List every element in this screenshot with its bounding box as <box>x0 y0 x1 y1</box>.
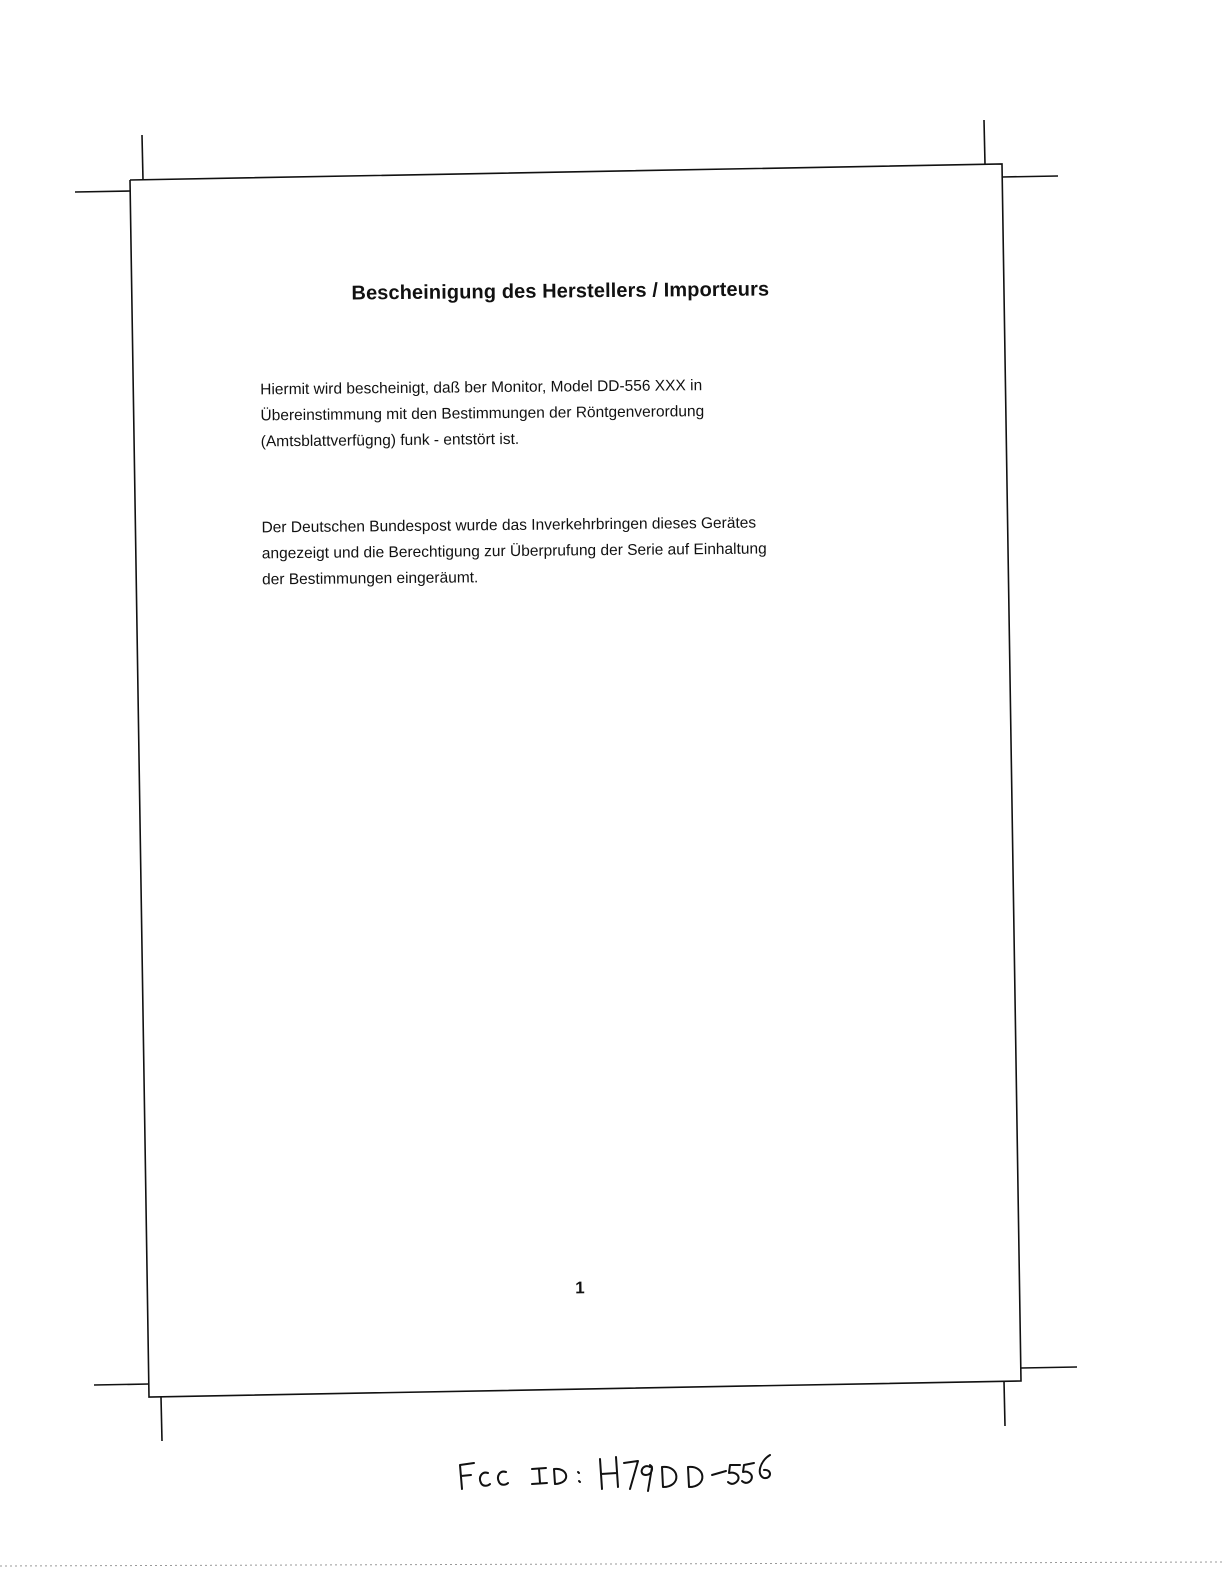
page-number: 1 <box>575 1278 585 1298</box>
handwritten-fcc-id <box>450 1445 780 1505</box>
paragraph-line: Übereinstimmung mit den Bestimmungen der Röntgenverordung <box>260 403 705 425</box>
paragraph-line: (Amtsblattverfügng) funk - entstört ist. <box>260 430 520 451</box>
certification-paragraph <box>260 373 704 455</box>
paragraph-line: Der Deutschen Bundespost wurde das Inverkehrbringen dieses Gerätes <box>261 514 757 537</box>
document-title: Bescheinigung des Herstellers / Importeurs <box>351 278 770 305</box>
paragraph-line: Hiermit wird bescheinigt, daß ber Monitor, Model DD-556 XXX in <box>260 377 703 399</box>
bundespost-paragraph <box>261 511 767 594</box>
paragraph-line: der Bestimmungen eingeräumt. <box>261 569 479 589</box>
paragraph-line: angezeigt und die Berechtigung zur Überprufung der Serie auf Einhaltung <box>261 540 767 563</box>
